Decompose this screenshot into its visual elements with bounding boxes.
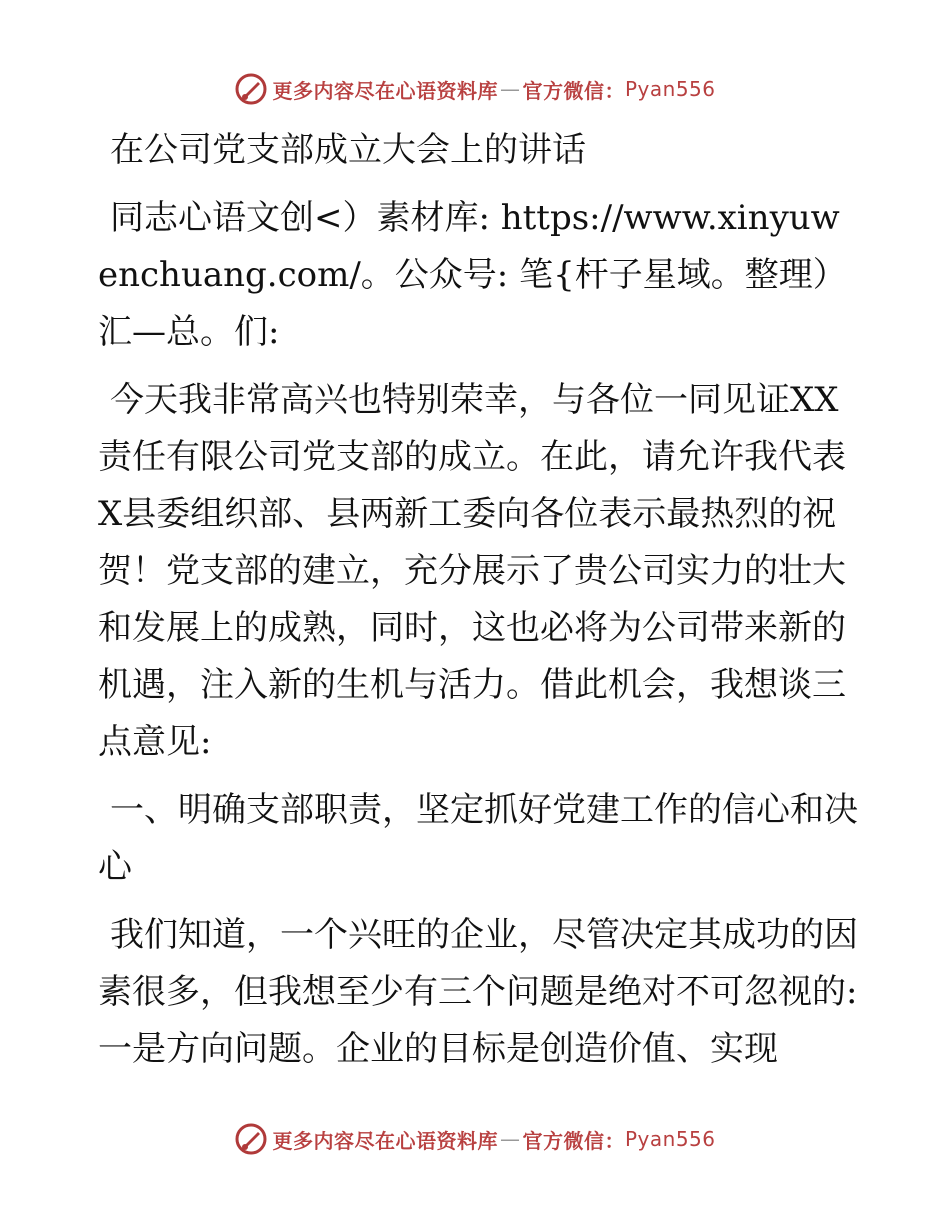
banner-main-text: 更多内容尽在心语资料库 xyxy=(272,78,498,103)
banner-separator: — xyxy=(499,77,521,101)
document-title: 在公司党支部成立大会上的讲话 xyxy=(110,130,586,170)
banner-wechat-id: Pyan556 xyxy=(624,1127,716,1151)
banner-wechat-id: Pyan556 xyxy=(624,77,716,101)
banner-separator: — xyxy=(499,1127,521,1151)
banner-official-label: 官方微信： xyxy=(522,1128,625,1153)
paragraph-4: 我们知道，一个兴旺的企业，尽管决定其成功的因素很多，但我想至少有三个问题是绝对不可忽视的: 一是方向问题。企业的目标是创造价值、实现 xyxy=(98,915,858,1069)
footer-banner xyxy=(0,1122,950,1156)
banner-official-label: 官方微信： xyxy=(522,78,625,103)
paragraph-1: 同志心语文创<）素材库: https://www.xinyuwenchuang.com/。公众号: 笔{杆子星域。整理）汇—总。们: xyxy=(98,198,847,352)
banner-main-text: 更多内容尽在心语资料库 xyxy=(272,1128,498,1153)
header-banner xyxy=(0,72,950,106)
paragraph-2: 今天我非常高兴也特别荣幸，与各位一同见证XX责任有限公司党支部的成立。在此，请允许我代表X县委组织部、县两新工委向各位表示最热烈的祝贺！党支部的建立，充分展示了贵公司实力的壮大和发展上的成熟，同时，这也必将为公司带来新的机遇，注入新的生机与活力。借此机会，我想谈三点意见: xyxy=(98,380,846,762)
brush-pen-seal-icon xyxy=(234,1122,268,1156)
brush-pen-seal-icon xyxy=(234,72,268,106)
paragraph-3: 一、明确支部职责，坚定抓好党建工作的信心和决心 xyxy=(98,790,858,887)
document-body xyxy=(98,122,858,1089)
